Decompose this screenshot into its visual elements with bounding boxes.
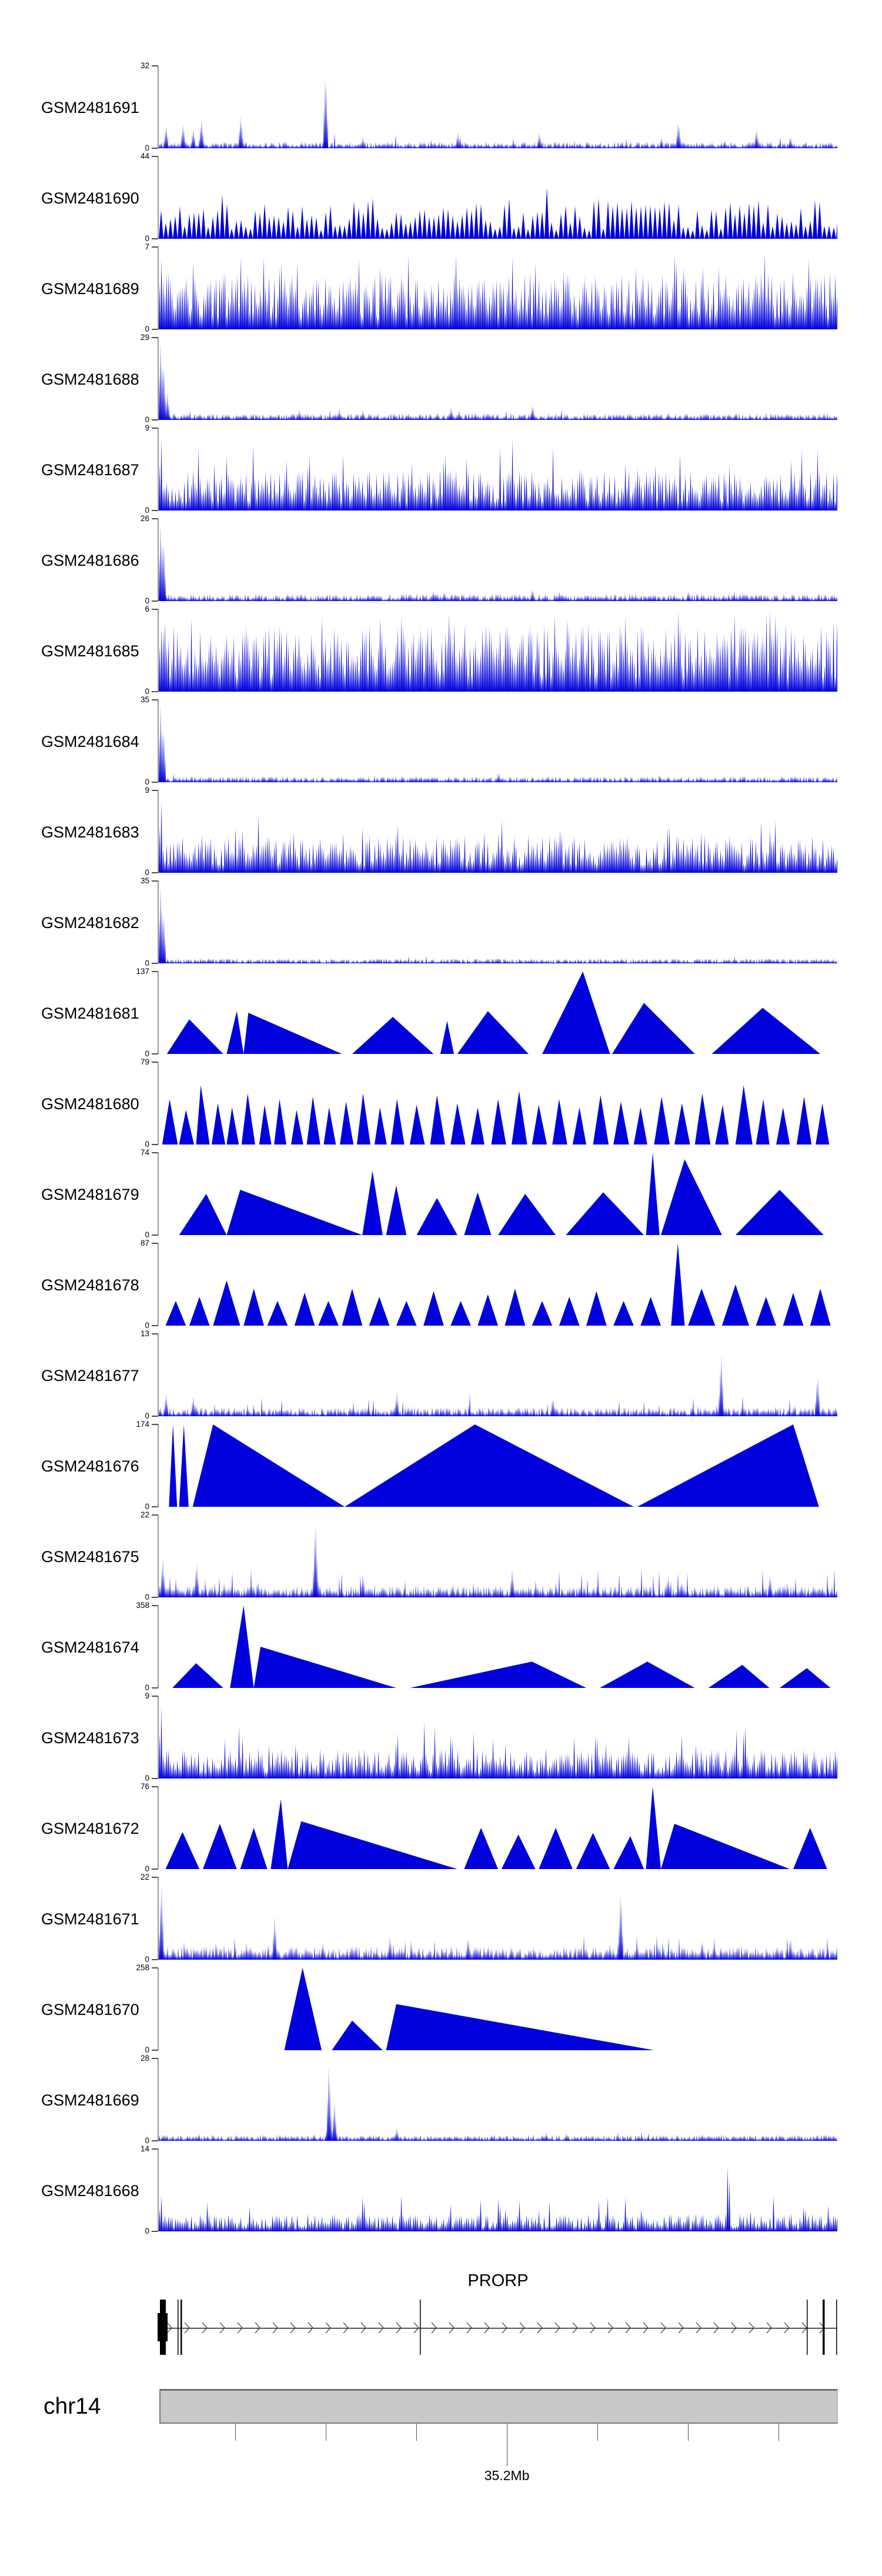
coverage-signal-area [159, 700, 837, 782]
y-axis-max-label: 22 [140, 1873, 149, 1881]
y-axis-zero-label: 0 [145, 2046, 149, 2054]
y-axis-top-tick [152, 65, 158, 66]
sample-label: GSM2481673 [41, 1729, 139, 1747]
gene-exon-line [181, 2300, 182, 2355]
coverage-signal-area [159, 247, 837, 329]
gene-exon-line [823, 2300, 825, 2355]
gene-exon-line [807, 2300, 808, 2355]
y-axis-zero-label: 0 [145, 1683, 149, 1692]
y-axis-top-tick [152, 337, 158, 338]
y-axis-top-tick [152, 880, 158, 882]
coverage-signal-path [159, 972, 837, 1054]
axis-minor-tick [235, 2424, 236, 2441]
y-axis-max-label: 7 [145, 242, 149, 251]
y-axis-max-label: 13 [140, 1329, 149, 1338]
sample-label: GSM2481689 [41, 280, 139, 298]
y-axis-top-tick [152, 156, 158, 157]
coverage-signal-area [159, 1606, 837, 1688]
coverage-signal-path [159, 1787, 837, 1869]
y-axis-zero-label: 0 [145, 144, 149, 152]
coverage-signal-area [159, 1334, 837, 1416]
y-axis-top-tick [152, 699, 158, 700]
coverage-signal-area [159, 2058, 837, 2141]
y-axis-top-tick [152, 1243, 158, 1244]
gene-model-track [0, 2267, 882, 2367]
y-axis-zero-label: 0 [145, 415, 149, 424]
chromosome-label: chr14 [44, 2394, 101, 2419]
coverage-signal-path [159, 2165, 837, 2231]
sample-label: GSM2481683 [41, 823, 139, 841]
coverage-signal-area [159, 1968, 837, 2050]
y-axis-zero-label: 0 [145, 1412, 149, 1420]
y-axis-max-label: 14 [140, 2144, 149, 2153]
y-axis-max-label: 9 [145, 1691, 149, 1700]
coverage-signal-path [159, 886, 837, 963]
sample-label: GSM2481672 [41, 1820, 139, 1837]
y-axis-zero-tick [152, 1597, 158, 1598]
y-axis-max-label: 29 [140, 333, 149, 342]
y-axis-max-label: 74 [140, 1148, 149, 1157]
y-axis-zero-tick [152, 1416, 158, 1417]
y-axis-zero-label: 0 [145, 1955, 149, 1964]
coverage-signal-area [159, 790, 837, 873]
y-axis-top-tick [152, 1152, 158, 1153]
gene-exon-line [178, 2300, 179, 2355]
sample-label: GSM2481671 [41, 1910, 139, 1928]
y-axis-zero-label: 0 [145, 959, 149, 967]
y-axis-zero-label: 0 [145, 868, 149, 877]
coverage-signal-area [159, 1787, 837, 1869]
y-axis-zero-label: 0 [145, 234, 149, 243]
gene-cds-thick-box [158, 2313, 168, 2341]
y-axis-zero-tick [152, 1234, 158, 1236]
y-axis-top-tick [152, 609, 158, 610]
sample-label: GSM2481682 [41, 914, 139, 932]
sample-label: GSM2481679 [41, 1186, 139, 1203]
y-axis-top-tick [152, 246, 158, 248]
sample-label: GSM2481669 [41, 2091, 139, 2109]
coverage-signal-area [159, 1153, 837, 1235]
sample-label: GSM2481668 [41, 2182, 139, 2200]
coverage-signal-area [159, 1424, 837, 1507]
y-axis-zero-tick [152, 1868, 158, 1870]
y-axis-max-label: 26 [140, 514, 149, 523]
coverage-signal-path [159, 523, 837, 601]
y-axis-max-label: 28 [140, 2054, 149, 2063]
coverage-signal-path [159, 1524, 837, 1597]
sample-label: GSM2481670 [41, 2001, 139, 2018]
y-axis-top-tick [152, 2058, 158, 2059]
y-axis-zero-label: 0 [145, 2136, 149, 2145]
sample-label: GSM2481687 [41, 461, 139, 479]
y-axis-zero-label: 0 [145, 687, 149, 696]
coverage-signal-path [159, 78, 837, 148]
y-axis-max-label: 22 [140, 1510, 149, 1519]
y-axis-zero-label: 0 [145, 1502, 149, 1511]
y-axis-max-label: 79 [140, 1057, 149, 1066]
y-axis-zero-tick [152, 238, 158, 239]
coverage-signal-path [159, 1424, 837, 1507]
y-axis-top-tick [152, 1333, 158, 1334]
y-axis-zero-label: 0 [145, 1864, 149, 1873]
chromosome-ideogram [159, 2389, 838, 2424]
coverage-signal-path [159, 2067, 837, 2141]
y-axis-zero-label: 0 [145, 1321, 149, 1330]
coverage-signal-area [159, 2149, 837, 2231]
y-axis-top-tick [152, 1967, 158, 1968]
y-axis-top-tick [152, 1786, 158, 1787]
coverage-signal-path [159, 802, 837, 873]
coverage-signal-area [159, 519, 837, 601]
y-axis-zero-tick [152, 963, 158, 964]
y-axis-zero-tick [152, 1778, 158, 1779]
y-axis-top-tick [152, 790, 158, 791]
y-axis-zero-tick [152, 419, 158, 421]
coverage-signal-path [159, 1355, 837, 1416]
coverage-signal-area [159, 1062, 837, 1144]
sample-label: GSM2481676 [41, 1457, 139, 1475]
y-axis-top-tick [152, 518, 158, 519]
sample-label: GSM2481681 [41, 1005, 139, 1022]
y-axis-max-label: 358 [136, 1601, 149, 1610]
y-axis-zero-label: 0 [145, 1593, 149, 1601]
y-axis-max-label: 174 [136, 1420, 149, 1429]
coverage-signal-area [159, 881, 837, 963]
y-axis-zero-tick [152, 1053, 158, 1055]
y-axis-zero-label: 0 [145, 1140, 149, 1149]
coverage-signal-area [159, 1696, 837, 1778]
y-axis-zero-label: 0 [145, 325, 149, 333]
y-axis-max-label: 6 [145, 605, 149, 613]
coverage-signal-path [159, 1085, 837, 1144]
gene-exon-line [836, 2300, 837, 2355]
y-axis-zero-label: 0 [145, 596, 149, 605]
y-axis-zero-tick [152, 329, 158, 330]
coverage-signal-area [159, 156, 837, 239]
coverage-signal-path [159, 1243, 837, 1326]
coverage-signal-path [159, 1606, 837, 1688]
coverage-signal-path [159, 188, 837, 239]
y-axis-zero-label: 0 [145, 506, 149, 515]
coverage-signal-area [159, 66, 837, 148]
sample-label: GSM2481678 [41, 1276, 139, 1294]
y-axis-zero-tick [152, 600, 158, 602]
coverage-signal-area [159, 338, 837, 420]
y-axis-zero-label: 0 [145, 778, 149, 786]
sample-label: GSM2481691 [41, 99, 139, 116]
y-axis-zero-label: 0 [145, 1774, 149, 1783]
y-axis-zero-tick [152, 1144, 158, 1145]
sample-label: GSM2481690 [41, 189, 139, 207]
coverage-signal-area [159, 1877, 837, 1960]
coverage-signal-area [159, 428, 837, 510]
coverage-signal-path [159, 252, 837, 329]
coverage-signal-path [159, 1153, 837, 1235]
coverage-signal-area [159, 609, 837, 692]
y-axis-top-tick [152, 1605, 158, 1606]
coverage-signal-path [159, 705, 837, 782]
y-axis-max-label: 76 [140, 1782, 149, 1791]
y-axis-max-label: 258 [136, 1963, 149, 1972]
y-axis-zero-tick [152, 1687, 158, 1689]
y-axis-zero-label: 0 [145, 1049, 149, 1058]
y-axis-zero-tick [152, 2140, 158, 2141]
y-axis-max-label: 44 [140, 152, 149, 161]
y-axis-zero-label: 0 [145, 1230, 149, 1239]
sample-label: GSM2481686 [41, 552, 139, 569]
y-axis-max-label: 35 [140, 876, 149, 885]
coverage-signal-path [159, 342, 837, 420]
y-axis-zero-tick [152, 872, 158, 873]
coverage-signal-area [159, 1243, 837, 1326]
y-axis-top-tick [152, 971, 158, 972]
y-axis-zero-tick [152, 1325, 158, 1326]
y-axis-max-label: 32 [140, 61, 149, 70]
axis-minor-tick [688, 2424, 689, 2441]
sample-label: GSM2481688 [41, 371, 139, 388]
y-axis-top-tick [152, 2148, 158, 2150]
sample-label: GSM2481677 [41, 1367, 139, 1384]
gene-name-label: PRORP [467, 2271, 529, 2290]
y-axis-zero-tick [152, 2231, 158, 2232]
y-axis-top-tick [152, 1062, 158, 1063]
y-axis-zero-tick [152, 691, 158, 692]
sample-label: GSM2481674 [41, 1639, 139, 1656]
y-axis-max-label: 87 [140, 1239, 149, 1247]
y-axis-max-label: 9 [145, 786, 149, 795]
y-axis-zero-label: 0 [145, 2227, 149, 2235]
y-axis-max-label: 35 [140, 695, 149, 704]
y-axis-top-tick [152, 428, 158, 429]
sample-label: GSM2481684 [41, 733, 139, 750]
y-axis-top-tick [152, 1424, 158, 1425]
y-axis-top-tick [152, 1514, 158, 1516]
coverage-signal-path [159, 1707, 837, 1778]
coverage-signal-area [159, 972, 837, 1054]
coverage-signal-path [159, 610, 837, 692]
gene-exon-line [420, 2300, 421, 2355]
y-axis-top-tick [152, 1696, 158, 1697]
y-axis-max-label: 9 [145, 423, 149, 432]
sample-label: GSM2481680 [41, 1095, 139, 1113]
y-axis-zero-tick [152, 782, 158, 783]
axis-minor-tick [416, 2424, 417, 2441]
axis-minor-tick [597, 2424, 598, 2441]
position-label: 35.2Mb [484, 2468, 530, 2483]
y-axis-zero-tick [152, 2050, 158, 2051]
coverage-signal-area [159, 1515, 837, 1597]
coverage-signal-path [159, 1968, 837, 2050]
y-axis-zero-tick [152, 510, 158, 511]
coverage-signal-path [159, 1886, 837, 1960]
y-axis-top-tick [152, 1877, 158, 1878]
y-axis-zero-tick [152, 1959, 158, 1960]
y-axis-zero-tick [152, 148, 158, 149]
sample-label: GSM2481675 [41, 1548, 139, 1566]
y-axis-max-label: 137 [136, 967, 149, 976]
y-axis-zero-tick [152, 1506, 158, 1507]
coverage-signal-path [159, 439, 837, 510]
sample-label: GSM2481685 [41, 642, 139, 660]
